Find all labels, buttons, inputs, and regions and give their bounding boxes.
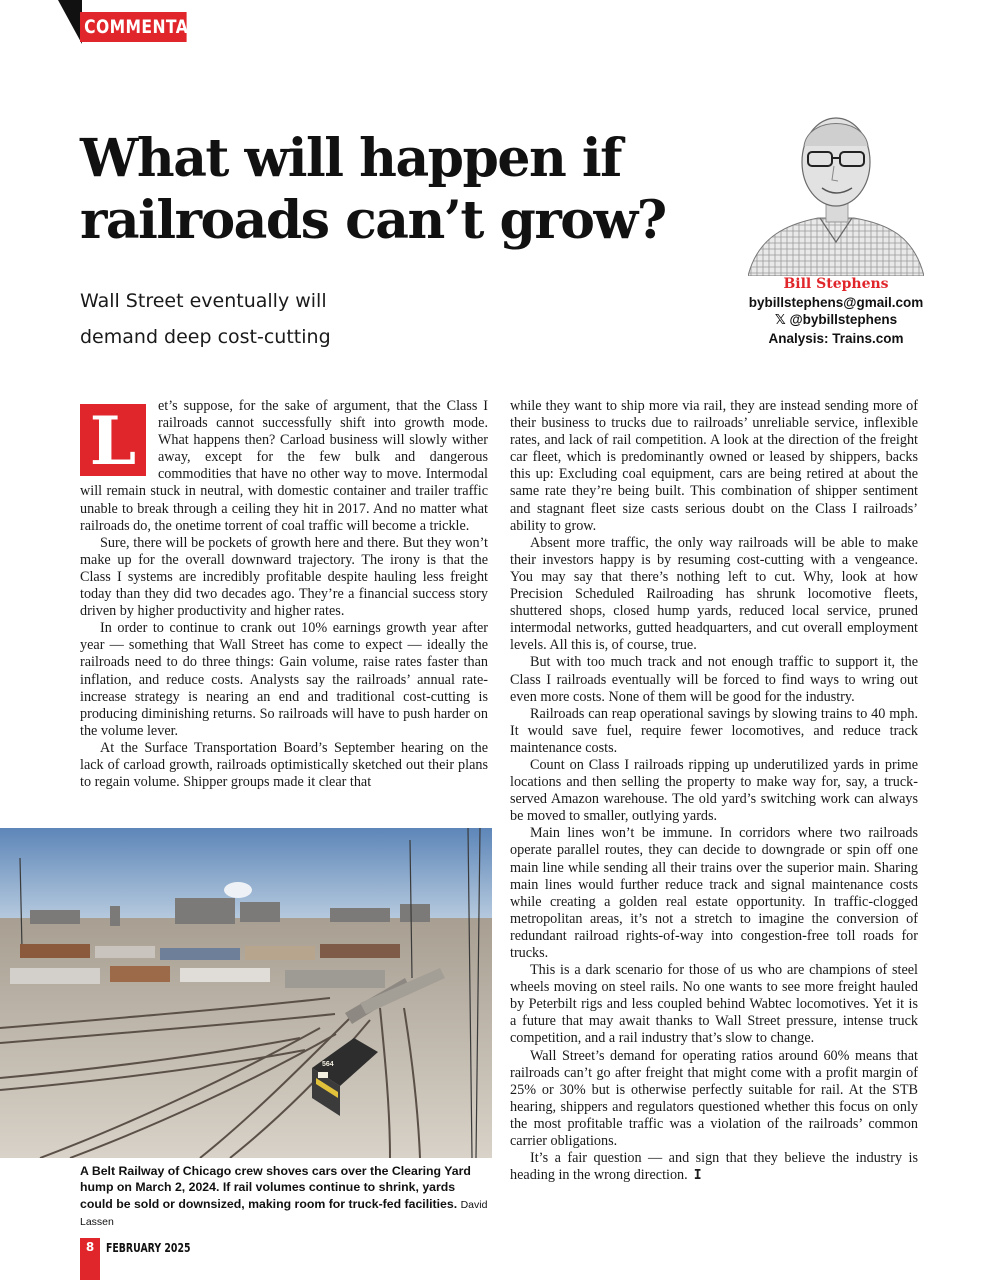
article-paragraph: while they want to ship more via rail, they are instead sending more of their business to trucks due to railroads’ unreliable service, inflexible rates, and lack of rail competition. A look at the direction of the freight car fleet, which is predominantly owned or leased by shippers, backs this up: Excluding coal equipment, cars are being retired at about the same rate they’re being built. This combination of shipper sentiment and stagnant fleet size casts serious doubt on the Class I railroads’ ability to grow. [510, 398, 918, 534]
issue-date: FEBRUARY 2025 [106, 1241, 191, 1255]
article-paragraph: Main lines won’t be immune. In corridors where two railroads operate parallel routes, they can decide to downgrade or spin off one main line while sending all their trains over the superior main. Sharing main lines would further reduce track and signal maintenance costs while creating a golden real estate opportunity. In traffic-clogged metropolitan areas, it’s not a stretch to imagine the conversion of redundant railroad rights-of-way into congestion-free toll roads for trucks. [510, 825, 918, 961]
article-paragraph: But with too much track and not enough traffic to support it, the Class I railroads eventually will be forced to find ways to wring out even more costs. None of them will be good for the industry. [510, 654, 918, 705]
end-mark-icon: I [693, 1168, 702, 1184]
article-paragraph: L et’s suppose, for the sake of argument, that the Class I railroads cannot successfully shift into growth mode. What happens then? Carload business will slowly wither away, except for the few bulk and dangerous commodities that have no other way to move. Intermodal will remain stuck in neutral, with domestic container and trailer traffic unable to break through a ceiling they hit in 2017. And no matter what railroads do, the onetime torrent of coal traffic will become a trickle. [80, 398, 488, 534]
tag-corner-decoration [58, 0, 82, 44]
x-logo-icon: 𝕏 [774, 312, 786, 328]
section-tag: COMMENTARY [80, 12, 187, 42]
author-analysis-credit: Analysis: Trains.com [768, 330, 904, 346]
article-paragraph: In order to continue to crank out 10% earnings growth year after year — something that Wall Street has come to expect — ideally the railroads need to do three things: Gain volume, raise rates faster than inflation, and reduce costs. Analysts say the railroads’ annual rate-increase strategy is nearing an end and traditional cost-cutting is producing diminishing returns. So railroads will have to push harder on the volume lever. [80, 620, 488, 739]
photo-credit: David Lassen [80, 1198, 488, 1229]
author-block [720, 276, 952, 347]
article-paragraph: Count on Class I railroads ripping up underutilized yards in prime locations and then selling the property to make way for, say, a truck-served Amazon warehouse. The old yard’s switching work can always be moved to smaller, outlying yards. [510, 756, 918, 825]
author-social[interactable] [720, 311, 952, 330]
author-portrait [748, 96, 924, 276]
article-column-right [510, 398, 918, 1184]
article-paragraph: Absent more traffic, the only way railroads will be able to make their investors happy is by resuming cost-cutting with a vengeance. You may say that there’s nothing left to cut. Why, look at how Precision Scheduled Railroading has shrunk locomotive fleets, shuttered shops, closed hump yards, reduced local service, pruned intermodal networks, gutted headquarters, and cut overall employment levels. All this is, of course, true. [510, 534, 918, 654]
article-paragraph: At the Surface Transportation Board’s September hearing on the lack of carload growth, railroads optimistically sketched out their plans to regain volume. Shipper groups made it clear that [80, 739, 488, 791]
locomotive-number: 564 [322, 1061, 334, 1068]
photo-caption: A Belt Railway of Chicago crew shoves cars over the Clearing Yard hump on March 2, 2024. If rail volumes continue to shrink, yards could be sold or downsized, making room for truck-fed facilities. David Lassen [80, 1164, 488, 1229]
article-column-left [80, 398, 488, 791]
article-paragraph-final: It’s a fair question — and sign that they believe the industry is heading in the wrong direction. I [510, 1150, 918, 1184]
article-paragraph: Railroads can reap operational savings by slowing trains to 40 mph. It would save fuel, require fewer locomotives, and reduce track maintenance costs. [510, 705, 918, 756]
deck: Wall Street eventually will demand deep cost-cutting [80, 290, 331, 348]
headline: What will happen if railroads can’t grow? [80, 128, 666, 251]
article-paragraph: Sure, there will be pockets of growth here and there. But they won’t make up for the overall downward trajectory. The irony is that the Class I systems are incredibly profitable despite hauling less freight today than they did two decades ago. They’re a financial success story driven by higher productivity and higher rates. [80, 534, 488, 620]
author-x-handle[interactable]: @bybillstephens [789, 312, 898, 327]
drop-cap: L [80, 404, 146, 476]
author-email[interactable]: bybillstephens@gmail.com [748, 294, 924, 310]
author-name: Bill Stephens [783, 276, 889, 292]
article-paragraph: This is a dark scenario for those of us who are champions of steel wheels moving on steel rails. No one wants to see more freight hauled by Peterbilt rigs and less coupled behind Wabtec locomotives. Yet it is a future that may await thanks to Wall Street pressure, intense truck competition, and a rail industry that’s slow to change. [510, 962, 918, 1047]
page-number: 8 [85, 1240, 95, 1254]
rail-yard-photo [0, 828, 492, 1158]
steam-plume [224, 882, 252, 898]
article-paragraph: Wall Street’s demand for operating ratios around 60% means that railroads can’t go after freight that might come with a profit margin of 25% or 30% but is otherwise perfectly suitable for rail. At the STB hearing, shippers and regulators questioned whether this focus on only the most profitable traffic was a violation of the railroads’ common carrier obligations. [510, 1047, 918, 1150]
